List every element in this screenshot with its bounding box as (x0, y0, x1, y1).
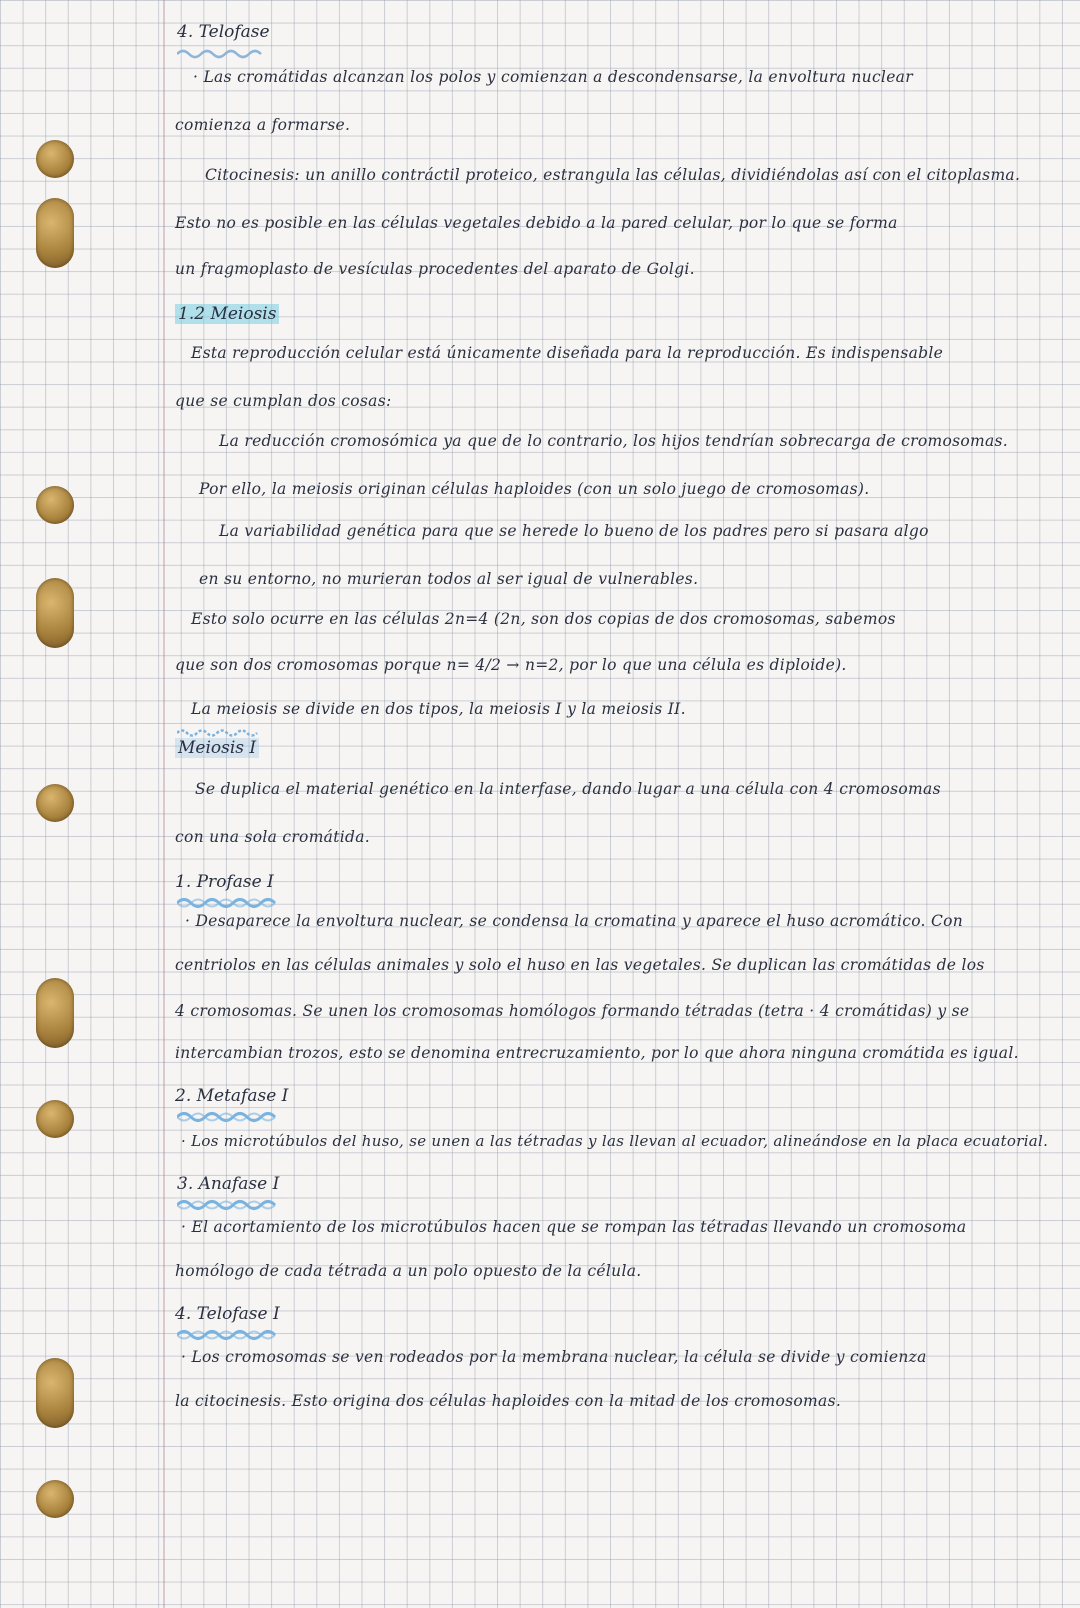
text-line: intercambian trozos, esto se denomina entrecruzamiento, por lo que ahora ninguna cromátida es igual. (175, 1044, 1019, 1062)
text-line: La variabilidad genética para que se herede lo bueno de los padres pero si pasara algo (219, 522, 929, 540)
text-line: centriolos en las células animales y solo el huso en las vegetales. Se duplican las cromátidas de los (175, 956, 985, 974)
text-line: comienza a formarse. (175, 116, 351, 134)
text-line: Esto no es posible en las células vegetales debido a la pared celular, por lo que se forma (175, 214, 898, 232)
heading-meiosis-1: Meiosis I (175, 738, 259, 758)
binder-hole (36, 578, 74, 648)
text-line: con una sola cromátida. (175, 828, 371, 846)
heading-telofase: 4. Telofase (177, 22, 270, 42)
heading-telofase-1: 4. Telofase I (175, 1304, 280, 1324)
heading-anafase-1: 3. Anafase I (177, 1174, 280, 1194)
text-line: · El acortamiento de los microtúbulos hacen que se rompan las tétradas llevando un cromosoma (181, 1218, 967, 1236)
binder-hole (36, 198, 74, 268)
heading-overline-wave (177, 728, 267, 738)
binder-hole (36, 486, 74, 524)
text-line: Se duplica el material genético en la interfase, dando lugar a una célula con 4 cromosomas (195, 780, 941, 798)
binder-hole (36, 978, 74, 1048)
heading-meiosis: 1.2 Meiosis (175, 304, 279, 324)
heading-profase-1: 1. Profase I (175, 872, 274, 892)
text-line: · Desaparece la envoltura nuclear, se condensa la cromatina y aparece el huso acromático. Con (185, 912, 964, 930)
text-line: La reducción cromosómica ya que de lo contrario, los hijos tendrían sobrecarga de cromosomas. (219, 432, 1008, 450)
heading-underline-wave (177, 1110, 287, 1124)
text-line: Esto solo ocurre en las células 2n=4 (2n, son dos copias de dos cromosomas, sabemos (191, 610, 896, 628)
text-line: · Los cromosomas se ven rodeados por la membrana nuclear, la célula se divide y comienza (181, 1348, 927, 1366)
binder-hole (36, 1358, 74, 1428)
margin-line (163, 0, 165, 1608)
text-line: Citocinesis: un anillo contráctil proteico, estrangula las células, dividiéndolas así con el citoplasma. (205, 166, 1021, 184)
text-line: homólogo de cada tétrada a un polo opuesto de la célula. (175, 1262, 642, 1280)
binder-hole (36, 784, 74, 822)
text-line: Por ello, la meiosis originan células haploides (con un solo juego de cromosomas). (199, 480, 870, 498)
binder-hole (36, 1480, 74, 1518)
text-line: en su entorno, no murieran todos al ser igual de vulnerables. (199, 570, 699, 588)
text-line: Esta reproducción celular está únicamente diseñada para la reproducción. Es indispensable (191, 344, 944, 362)
text-line: La meiosis se divide en dos tipos, la meiosis I y la meiosis II. (191, 700, 686, 718)
heading-underline-wave (177, 1198, 287, 1212)
text-line: que se cumplan dos cosas: (175, 392, 392, 410)
heading-underline-wave (177, 48, 272, 60)
text-line: que son dos cromosomas porque n= 4/2 → n=2, por lo que una célula es diploide). (175, 656, 847, 674)
heading-metafase-1: 2. Metafase I (175, 1086, 289, 1106)
text-line: · Las cromátidas alcanzan los polos y comienzan a descondensarse, la envoltura nuclear (193, 68, 913, 86)
heading-underline-wave (177, 896, 287, 910)
binder-hole (36, 140, 74, 178)
text-line: la citocinesis. Esto origina dos células haploides con la mitad de los cromosomas. (175, 1392, 842, 1410)
heading-underline-wave (177, 1328, 287, 1342)
text-line: un fragmoplasto de vesículas procedentes del aparato de Golgi. (175, 260, 695, 278)
text-line: · Los microtúbulos del huso, se unen a las tétradas y las llevan al ecuador, alineándose en la placa ecuatorial. (181, 1132, 1049, 1150)
binder-hole (36, 1100, 74, 1138)
text-line: 4 cromosomas. Se unen los cromosomas homólogos formando tétradas (tetra · 4 cromátidas) y se (175, 1002, 970, 1020)
